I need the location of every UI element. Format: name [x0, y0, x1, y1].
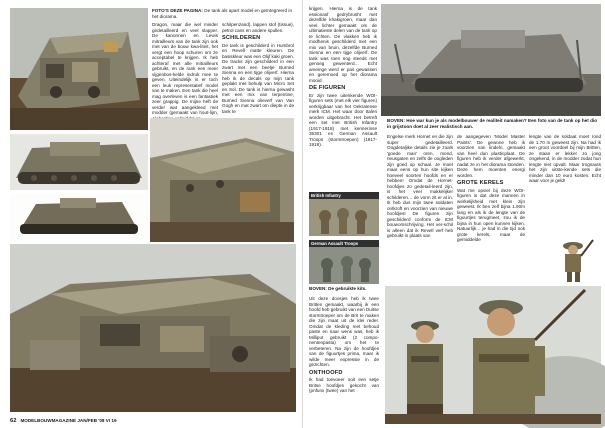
section-heading-grote-kerels: GROTE KERELS	[457, 180, 504, 186]
kit-box-label-2: German Assault Troops	[311, 241, 359, 246]
photo-kit-german-assault	[309, 240, 379, 284]
paragraph: Er zijn twee uitenkende WOI-figuren sets (met elk vier figuren) verkrijgbaar van het Oekraïense merk ICM. Het waar door Italeri worden uitgebracht. Het betreft een set met British Infantry (1917-1918) met kennerinse 35301 en German Assault Troops (stormtroepen) (1917-1918).	[309, 92, 377, 147]
paragraph: De tank is geschilderd in Humbrol en Revell matte kleuren. De basiskleur was een Olijf kaki groen. De tracks zijn geschilderd in een zwart met een beetje Burned Sienna en een tijge olijverf. Hierna heb ik de decals op mijn tank geplakt met behulp van Micro Set en Sol. De tank is hierna gewasht met een mix van terpentine, Burned Sienna olieverf van Van Gogh en mat zwart om diepte in de tank te	[222, 42, 295, 114]
paragraph: Engelse merk Hornet en die zijn super gedetailleerd. Oogdetaljike details zie je zoals 'goede man' oren, mond, neusgaten en zelfs de oogleden zijn goed op schaal. Je moet maar eens op hun site kijken hoeveel soorten hoofds en er hebben! Omdat de Hornet- hoofdjes zo gedetail-leerd zijn, is het veel makkelijker schilderen… de vorm zit er al in. Ik heb dus mijn twee soldaten ontkroft en voorzien van nieuwe hoofdjes! De figuren zijn geschilderd conform de ICM bouwomschrijving. Het ver-schil is alleen dat ik Revell verf heb gebruikt in plaats van	[387, 134, 453, 238]
text-column-d	[529, 134, 601, 234]
paragraph: Wat me opviel bij deze WOI-figuren is dat deze mannen in werkelijkheid met klein zijn geweest. Ik ben zelf bijna 1.90m lang en als ik de lengte van de figuurtjes terugmeet, zou ik de bijna in hun open kunnen kijken. Natuurlijk… je had in die tijd ook grote kerels, maar de gemiddelde	[457, 187, 525, 242]
photo-tank-rear	[10, 8, 148, 130]
photo-tank-grayscale	[381, 4, 601, 116]
kit-box-label-1: British Infantry	[311, 193, 341, 198]
photo-soldier-small	[545, 234, 601, 282]
folio	[10, 418, 117, 424]
paragraph: Uit deze doosjes heb ik twee Britten gemaakt, waarbij ik een hoofd heb gebruikt van een Duitse stormtroeper om de Brit te maken die zijn maat uit de klei reder. Omdat de kleding met behoud paste en naar wens was, heb ik Milliput gebruikt (2 compo-nentenpasta) om het te verbeteren. Na zijn de hoofdjes van de figuurtjes prima, maar ik wilde meer expressie in de gezichten.	[309, 296, 379, 367]
photo-tank-tracks	[10, 194, 148, 240]
page-number: 62	[10, 418, 17, 424]
caption-label: FOTO'S DEZE PAGINA:	[152, 8, 203, 13]
section-heading-figuren: DE FIGUREN	[309, 85, 346, 91]
caption-label: BOVEN:	[309, 286, 327, 291]
paragraph: Dragon, maar die wel minder gedetailleerd en veel slapper. De kanonnen en Lewis mitrailleurs van de tank zijn ook met van de bouw kwa-liteit, het vergt een hoop schuren om ze acceptabel te krijgen. Ik heb achteraf met alle mitrailleurs gebruikt, en de rank een meer vijgenbos-kelde indruk mee te geven. Uiteindelijk is er toch een leuk representatief model van te maken. Een tank die heel mag overleven is een fantastiek zeer grappig. De mijne heft de verder wat aangekleed met modder (gemaakt van hout-lijm,	[152, 22, 218, 115]
section-heading-onthoofd: ONTHOOFD	[309, 369, 343, 376]
paragraph: krijgen. Hierna is de tank essionasf gedrybrusht met dezelfde khakigroen, maar dan veel lichter gemaakt om de ultimatieste delen van de tank op te lichten. De vlakken heb ik modhenis geschilderd met een mix van bruin, dezelfde Burned Sienna en een tijge olijverf. De tank was toen nog steeds met genoeg gewenterd… Echt ameinge werd er pas gewassen en geremoed op het diorama mooid.	[309, 6, 377, 83]
text-column-1	[152, 22, 218, 115]
caption-text: De tank als apart model en geïntegreerd in het diorama.	[152, 8, 292, 19]
caption-above	[387, 118, 597, 129]
photo-tank-top-detail	[150, 118, 294, 242]
paragraph: schilpenzand), lappen stof (tissue), petrol cans en andere spullen.	[222, 22, 294, 33]
caption-kits	[309, 286, 381, 292]
photo-soldiers-closeup	[385, 286, 601, 424]
paragraph: de aangegeven 'Model Master Paints'. De gewone heb ik voorzien van lindeln, gemaakt van heel dun plasticplaat. De figuren heb ik verder afgewerkt, nadat ze in het diorama stonden. Deze hem moenten energi worden.	[457, 134, 525, 178]
photo-tank-diorama-large	[10, 244, 296, 412]
text-column-e	[309, 296, 379, 424]
photo-tank-side	[10, 134, 148, 190]
text-column-b	[387, 134, 453, 284]
text-column-2	[222, 22, 294, 116]
magazine-issue: MODELBOUWMAGAZINE JAN/FEB '08 VI 19	[20, 418, 117, 423]
caption-photos-this-page	[152, 8, 292, 19]
left-page	[0, 0, 302, 428]
caption-label: BOVEN:	[387, 118, 405, 123]
text-column-c	[457, 134, 525, 284]
right-page	[303, 0, 605, 428]
text-column-a	[309, 6, 377, 186]
caption-text: De gebruikte kits.	[326, 286, 367, 291]
paragraph: lengte van de soldaat moet rond de 1.70 m geweest zijn. Na had ik een groot voordeel bij mijn Britten, ze staan er lekker zo jong ongekend, in de modder zodat hun lengte niet opvalt. Maar trognauts het zijn uitste-kende sets die minder dan 10 euro kosten. Echt waar voor je geld!	[529, 134, 601, 183]
section-heading-schilderen: SCHILDEREN	[222, 35, 261, 41]
photo-kit-british-infantry	[309, 192, 379, 236]
paragraph: Ik had toevoeer ooit een setje Britse hoofdjes gekocht van (pnfunx (twee) van het	[309, 377, 379, 393]
caption-text: Hoe war kun je als modelbouwer de realiteit namaken? Een foto van de tank op het dio in grijstoon doet al zeer realistisch aan.	[387, 118, 597, 129]
